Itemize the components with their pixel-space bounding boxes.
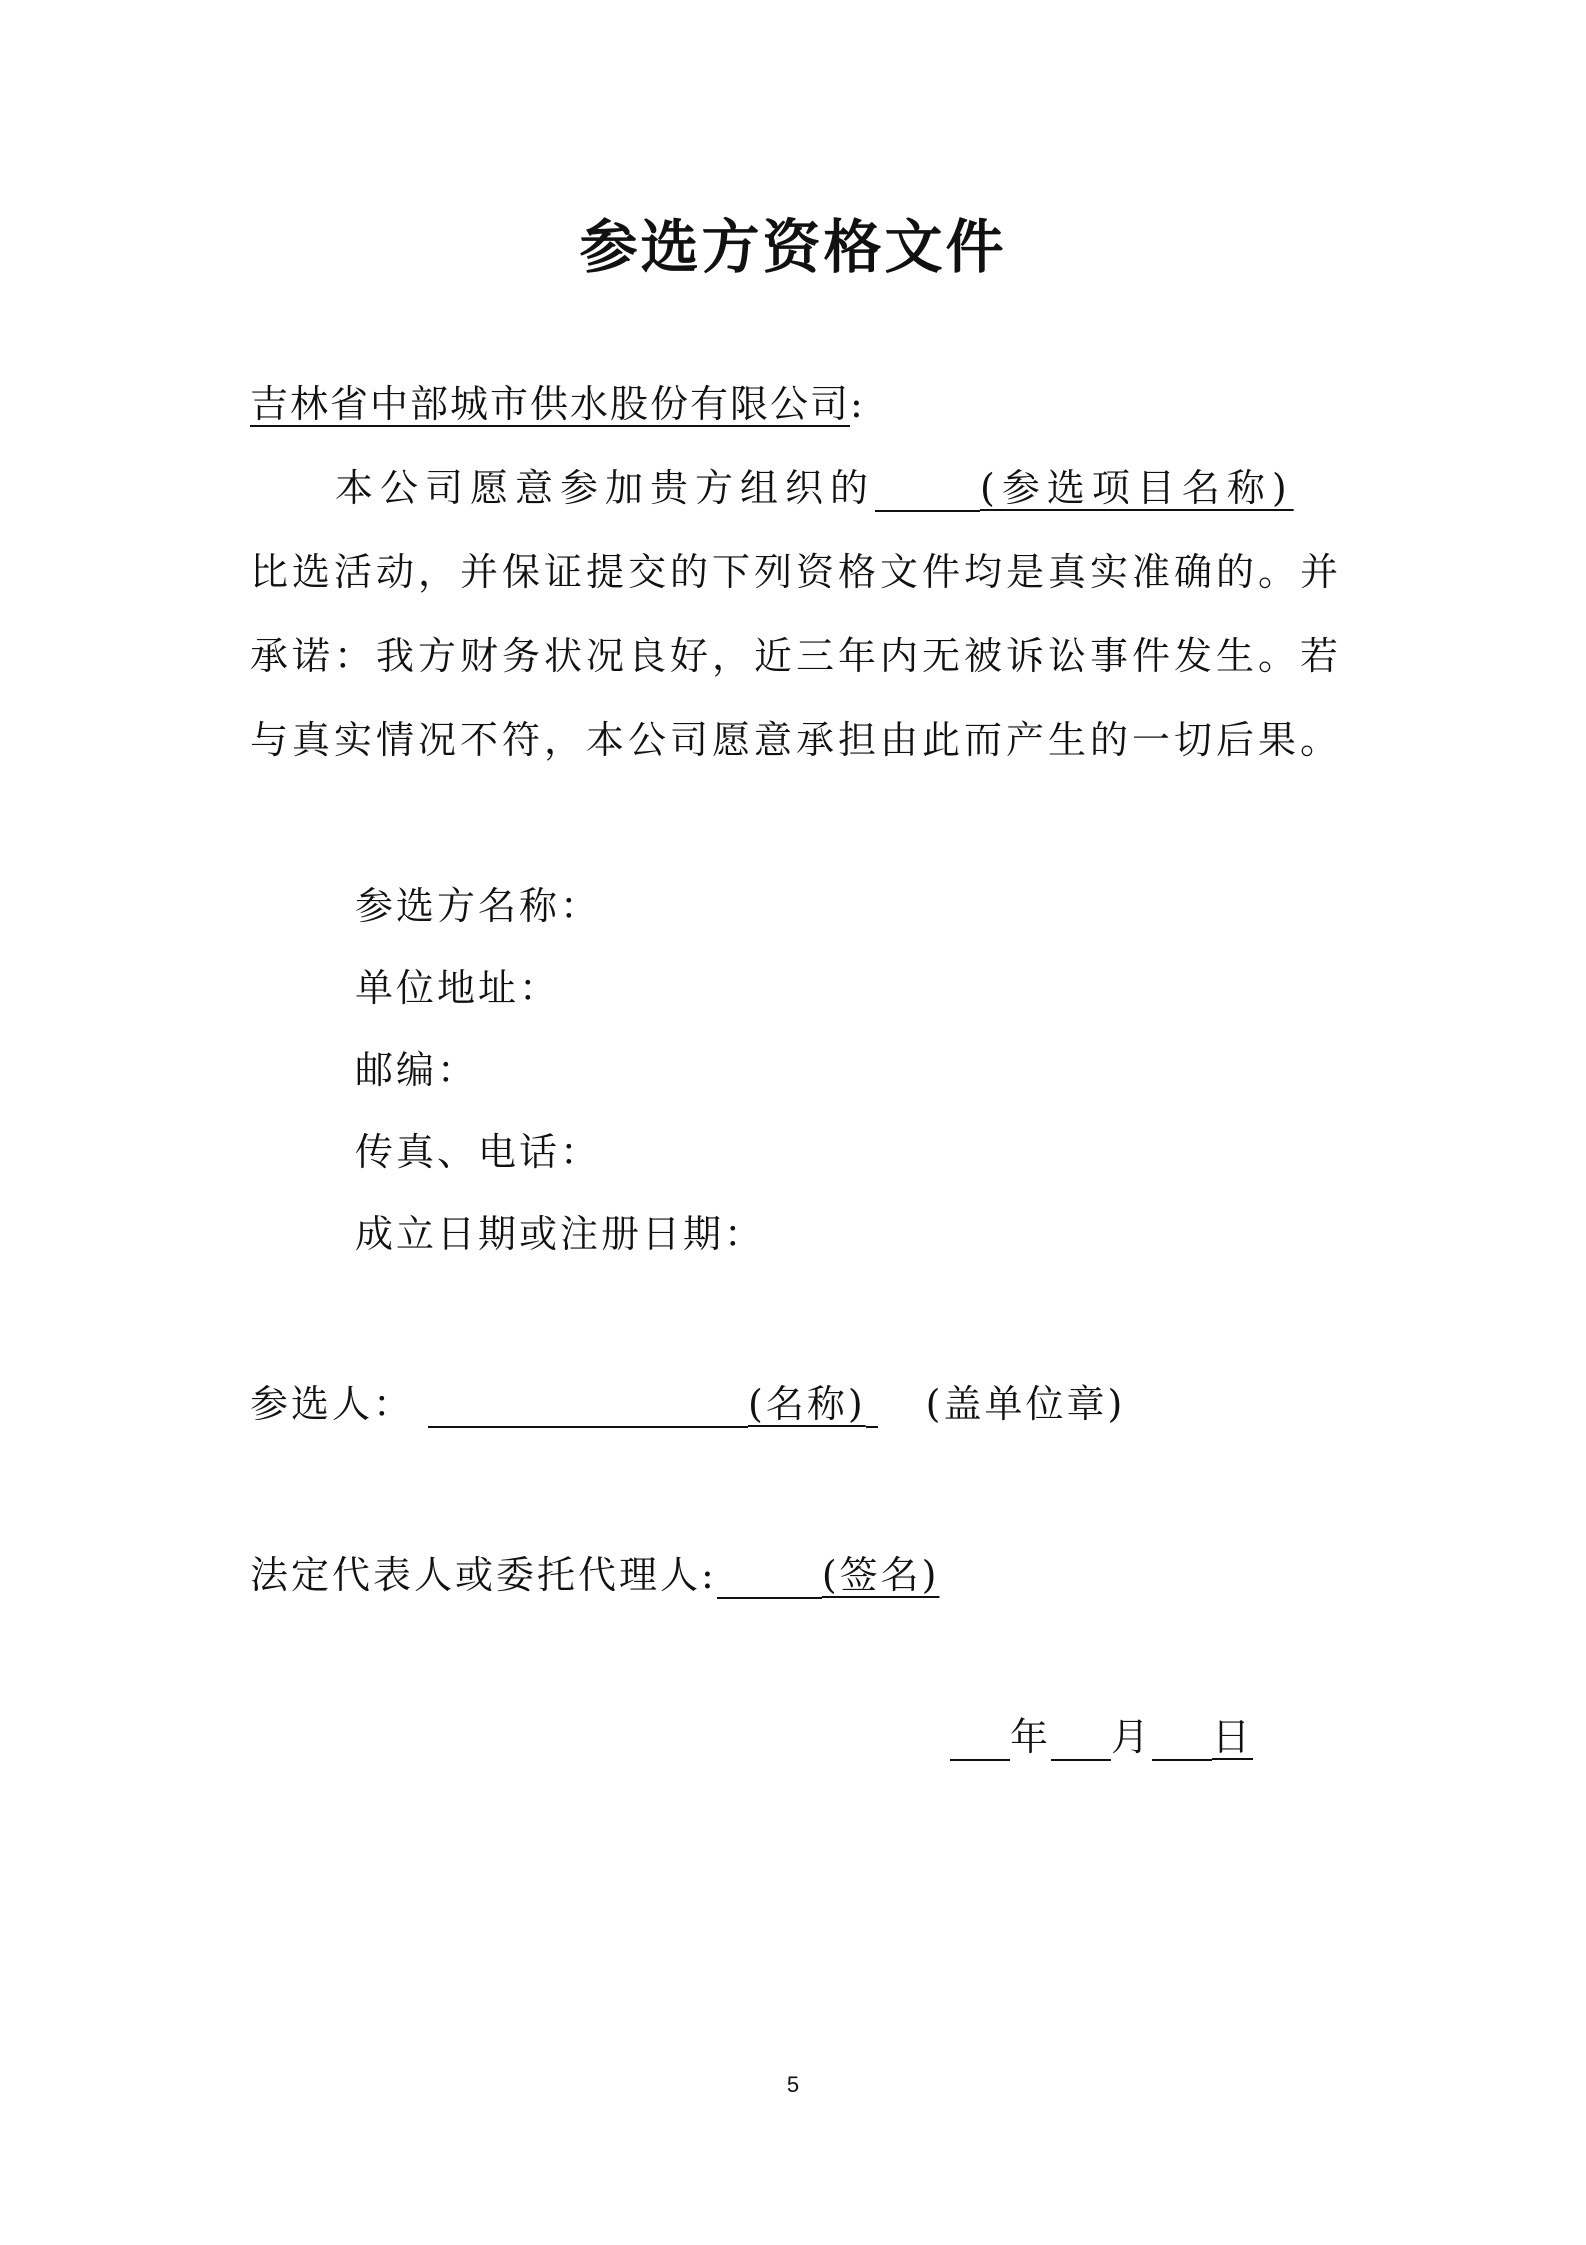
bidder-label: 参选人： — [250, 1382, 415, 1426]
date-day-label: 日 — [1212, 1715, 1254, 1759]
page-number: 5 — [786, 2072, 800, 2097]
bidder-name-blank — [428, 1388, 748, 1428]
field-establish-date: 成立日期或注册日期： — [355, 1212, 766, 1256]
bidder-seal-hint: (盖单位章) — [925, 1382, 1126, 1426]
field-address: 单位地址： — [355, 966, 561, 1010]
body-line-3: 与真实情况不符，本公司愿意承担由此而产生的一切后果。 — [250, 718, 1343, 762]
project-blank — [875, 472, 980, 512]
date-year-label: 年 — [1010, 1715, 1052, 1759]
body-line-2: 承诺：我方财务状况良好，近三年内无被诉讼事件发生。若 — [250, 634, 1343, 678]
rep-label: 法定代表人或委托代理人: — [250, 1553, 717, 1597]
bidder-name-hint: (名称) — [748, 1382, 866, 1426]
recipient-colon: : — [850, 382, 865, 426]
year-blank — [950, 1721, 1010, 1761]
bidder-signature-line — [250, 1382, 1125, 1428]
bidder-name-blank-tail — [866, 1388, 878, 1428]
field-fax-phone: 传真、电话： — [355, 1130, 602, 1174]
field-bidder-name: 参选方名称： — [355, 884, 602, 928]
recipient-name: 吉林省中部城市供水股份有限公司 — [250, 382, 851, 426]
project-name-placeholder: (参选项目名称) — [980, 466, 1294, 510]
rep-signature-line — [250, 1553, 939, 1599]
date-month-label: 月 — [1111, 1715, 1153, 1759]
intro-text: 本公司愿意参加贵方组织的 — [335, 466, 876, 510]
field-postcode: 邮编： — [355, 1048, 479, 1092]
day-blank — [1152, 1721, 1212, 1761]
rep-sign-hint: (签名) — [821, 1553, 940, 1597]
intro-line — [335, 466, 1294, 512]
date-line — [950, 1715, 1253, 1761]
rep-sign-blank — [717, 1559, 822, 1599]
recipient-line — [250, 382, 865, 428]
month-blank — [1051, 1721, 1111, 1761]
document-title: 参选方资格文件 — [579, 213, 1007, 281]
body-line-1: 比选活动，并保证提交的下列资格文件均是真实准确的。并 — [250, 550, 1343, 594]
